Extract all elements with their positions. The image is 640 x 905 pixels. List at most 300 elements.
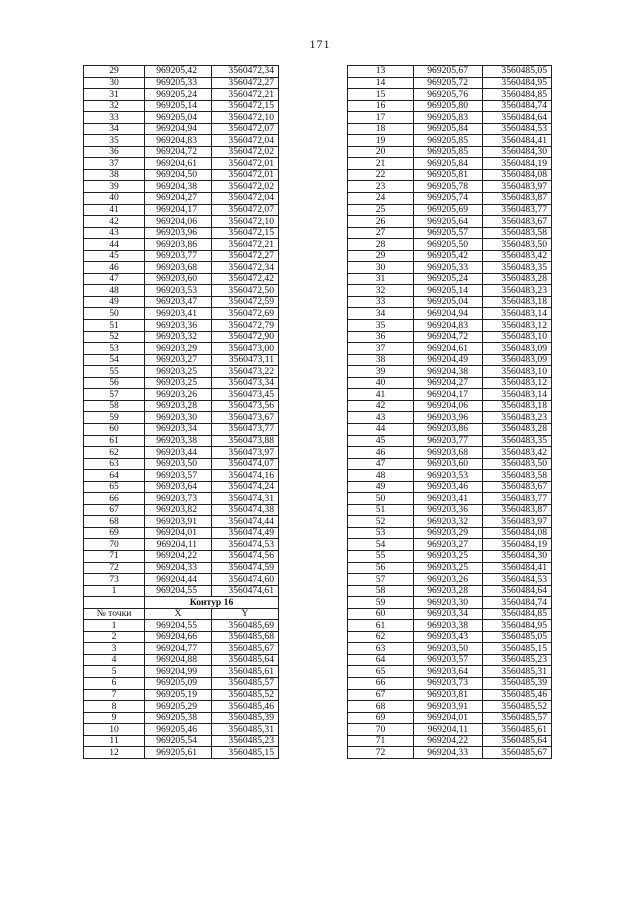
point-number: 15: [348, 89, 414, 101]
point-number: 66: [348, 677, 414, 689]
coord-x: 969205,64: [414, 216, 483, 228]
table-row: [84, 585, 279, 597]
coord-y: 3560484,74: [483, 100, 552, 112]
coord-y: 3560472,07: [212, 204, 279, 216]
point-number: 34: [84, 123, 145, 135]
coord-x: 969203,81: [414, 689, 483, 701]
point-number: 55: [84, 366, 145, 378]
coord-x: 969203,60: [145, 273, 212, 285]
table-row: [84, 77, 279, 89]
coord-x: 969203,26: [414, 574, 483, 586]
table-row: [84, 169, 279, 181]
coord-y: 3560485,15: [212, 747, 279, 759]
coord-y: 3560473,45: [212, 389, 279, 401]
coord-x: 969204,06: [414, 400, 483, 412]
coord-y: 3560484,08: [483, 527, 552, 539]
coord-x: 969203,25: [414, 562, 483, 574]
table-row: [84, 389, 279, 401]
coord-y: 3560483,42: [483, 447, 552, 459]
coord-y: 3560485,23: [483, 654, 552, 666]
point-number: 35: [348, 320, 414, 332]
coord-x: 969205,80: [414, 100, 483, 112]
coord-x: 969203,77: [414, 435, 483, 447]
coord-y: 3560483,09: [483, 354, 552, 366]
coord-y: 3560474,31: [212, 493, 279, 505]
table-row: [84, 423, 279, 435]
table-row: [84, 493, 279, 505]
point-number: 41: [348, 389, 414, 401]
coord-y: 3560472,10: [212, 112, 279, 124]
point-number: 28: [348, 239, 414, 251]
point-number: 7: [84, 689, 145, 701]
point-number: 42: [348, 400, 414, 412]
coord-x: 969204,44: [145, 574, 212, 586]
coord-y: 3560485,57: [212, 677, 279, 689]
coord-y: 3560483,35: [483, 435, 552, 447]
coord-y: 3560473,00: [212, 343, 279, 355]
coord-x: 969203,28: [145, 400, 212, 412]
coord-x: 969203,64: [414, 666, 483, 678]
coord-x: 969203,27: [414, 539, 483, 551]
coord-y: 3560483,50: [483, 239, 552, 251]
point-number: 30: [348, 262, 414, 274]
table-row: [348, 204, 552, 216]
coord-x: 969203,53: [145, 285, 212, 297]
coord-y: 3560485,61: [212, 666, 279, 678]
point-number: 57: [84, 389, 145, 401]
table-row: [348, 389, 552, 401]
coord-x: 969203,25: [145, 377, 212, 389]
table-row: [348, 216, 552, 228]
point-number: 45: [348, 435, 414, 447]
coord-y: 3560483,35: [483, 262, 552, 274]
table-row: [348, 481, 552, 493]
point-number: 47: [348, 458, 414, 470]
coord-y: 3560483,14: [483, 308, 552, 320]
table-row: [84, 735, 279, 747]
coord-y: 3560472,69: [212, 308, 279, 320]
coord-x: 969204,01: [414, 712, 483, 724]
point-number: 51: [84, 320, 145, 332]
coord-y: 3560485,23: [212, 735, 279, 747]
point-number: 58: [84, 400, 145, 412]
coord-x: 969203,36: [414, 504, 483, 516]
table-row: [348, 574, 552, 586]
table-row: [84, 262, 279, 274]
coord-x: 969204,38: [145, 181, 212, 193]
point-number: 46: [84, 262, 145, 274]
coord-y: 3560472,21: [212, 89, 279, 101]
coord-x: 969203,60: [414, 458, 483, 470]
coord-y: 3560483,10: [483, 366, 552, 378]
coord-x: 969203,34: [414, 608, 483, 620]
coord-x: 969205,14: [145, 100, 212, 112]
coord-y: 3560473,88: [212, 435, 279, 447]
coord-y: 3560472,27: [212, 77, 279, 89]
point-number: 51: [348, 504, 414, 516]
coord-y: 3560483,28: [483, 423, 552, 435]
point-number: 50: [348, 493, 414, 505]
point-number: 29: [84, 66, 145, 78]
point-number: 66: [84, 493, 145, 505]
table-row: [84, 89, 279, 101]
table-row: [84, 135, 279, 147]
coord-y: 3560485,15: [483, 643, 552, 655]
table-row: [84, 654, 279, 666]
coord-x: 969203,68: [145, 262, 212, 274]
table-row: [348, 366, 552, 378]
coord-x: 969205,69: [414, 204, 483, 216]
coord-y: 3560483,23: [483, 412, 552, 424]
coord-x: 969203,43: [414, 631, 483, 643]
coord-y: 3560485,31: [212, 724, 279, 736]
table-row: [84, 643, 279, 655]
table-row: [84, 435, 279, 447]
point-number: 47: [84, 273, 145, 285]
point-number: 40: [84, 193, 145, 205]
point-number: 38: [84, 169, 145, 181]
coord-x: 969203,26: [145, 389, 212, 401]
table-row: [348, 273, 552, 285]
coord-y: 3560484,19: [483, 158, 552, 170]
table-row: [348, 193, 552, 205]
coord-x: 969204,11: [145, 539, 212, 551]
coord-y: 3560473,67: [212, 412, 279, 424]
point-number: 8: [84, 701, 145, 713]
coord-x: 969203,38: [414, 620, 483, 632]
table-row: [348, 123, 552, 135]
table-row: [84, 273, 279, 285]
point-number: 35: [84, 135, 145, 147]
table-row: [84, 666, 279, 678]
point-number: 33: [84, 112, 145, 124]
point-number: 5: [84, 666, 145, 678]
coord-y: 3560484,64: [483, 585, 552, 597]
point-number: 72: [84, 562, 145, 574]
coord-x: 969205,81: [414, 169, 483, 181]
coord-x: 969204,17: [414, 389, 483, 401]
table-row: [348, 285, 552, 297]
coord-y: 3560485,31: [483, 666, 552, 678]
coord-x: 969205,85: [414, 135, 483, 147]
coord-x: 969203,44: [145, 447, 212, 459]
point-number: 44: [348, 423, 414, 435]
coord-y: 3560473,56: [212, 400, 279, 412]
table-row: [84, 504, 279, 516]
coord-y: 3560474,56: [212, 550, 279, 562]
table-row: [348, 516, 552, 528]
table-row: [84, 470, 279, 482]
coord-x: 969205,14: [414, 285, 483, 297]
point-number: 48: [348, 470, 414, 482]
coord-x: 969204,77: [145, 643, 212, 655]
coord-x: 969203,41: [414, 493, 483, 505]
section-title: Контур 16: [145, 597, 279, 609]
coord-x: 969204,66: [145, 631, 212, 643]
coord-x: 969203,32: [145, 331, 212, 343]
table-row: [84, 285, 279, 297]
table-row: [348, 343, 552, 355]
coord-x: 969203,28: [414, 585, 483, 597]
point-number: 58: [348, 585, 414, 597]
point-number: 16: [348, 100, 414, 112]
table-row: [348, 331, 552, 343]
coord-y: 3560485,69: [212, 620, 279, 632]
table-row: [348, 643, 552, 655]
point-number: 46: [348, 447, 414, 459]
coord-x: 969204,72: [145, 146, 212, 158]
point-number: 59: [84, 412, 145, 424]
coord-y: 3560474,60: [212, 574, 279, 586]
coord-y: 3560483,28: [483, 273, 552, 285]
point-number: 25: [348, 204, 414, 216]
point-number: 60: [348, 608, 414, 620]
coord-y: 3560472,21: [212, 239, 279, 251]
point-number: 17: [348, 112, 414, 124]
point-number: 31: [84, 89, 145, 101]
coord-x: 969204,33: [145, 562, 212, 574]
coord-x: 969203,91: [414, 701, 483, 713]
coord-y: 3560485,64: [483, 735, 552, 747]
coord-x: 969204,27: [414, 377, 483, 389]
coord-x: 969205,04: [145, 112, 212, 124]
table-row: [348, 654, 552, 666]
coord-y: 3560485,52: [212, 689, 279, 701]
coord-x: 969204,99: [145, 666, 212, 678]
table-row: [348, 620, 552, 632]
coord-x: 969204,50: [145, 169, 212, 181]
table-row: [348, 354, 552, 366]
table-row: [348, 412, 552, 424]
col-header-point: № точки: [84, 608, 145, 620]
coord-x: 969203,41: [145, 308, 212, 320]
point-number: 62: [348, 631, 414, 643]
coord-y: 3560484,19: [483, 539, 552, 551]
coord-y: 3560483,10: [483, 331, 552, 343]
table-row: [84, 724, 279, 736]
point-number: 32: [84, 100, 145, 112]
point-number: 44: [84, 239, 145, 251]
point-number: 39: [84, 181, 145, 193]
coord-x: 969203,86: [414, 423, 483, 435]
table-row: [348, 677, 552, 689]
coord-y: 3560485,61: [483, 724, 552, 736]
coord-x: 969203,25: [414, 550, 483, 562]
coord-y: 3560485,46: [483, 689, 552, 701]
point-number: 52: [84, 331, 145, 343]
table-row: [84, 320, 279, 332]
coord-x: 969203,30: [145, 412, 212, 424]
table-row: [348, 308, 552, 320]
point-number: 64: [348, 654, 414, 666]
coord-y: 3560484,53: [483, 123, 552, 135]
table-row: [84, 250, 279, 262]
point-number: 50: [84, 308, 145, 320]
coord-y: 3560485,52: [483, 701, 552, 713]
table-row: [348, 377, 552, 389]
col-header-x: X: [145, 608, 212, 620]
coord-x: 969205,33: [414, 262, 483, 274]
table-row: [348, 77, 552, 89]
point-number: 70: [348, 724, 414, 736]
table-row: [348, 550, 552, 562]
coord-y: 3560485,39: [212, 712, 279, 724]
coord-x: 969203,77: [145, 250, 212, 262]
coord-y: 3560474,59: [212, 562, 279, 574]
point-number: 62: [84, 447, 145, 459]
coord-x: 969203,50: [145, 458, 212, 470]
table-row: [348, 735, 552, 747]
table-row: [348, 712, 552, 724]
point-number: 32: [348, 285, 414, 297]
point-number: 69: [348, 712, 414, 724]
table-row: [348, 689, 552, 701]
table-row: [84, 158, 279, 170]
coord-x: 969203,57: [414, 654, 483, 666]
table-row: [84, 631, 279, 643]
table-row: [348, 747, 552, 759]
table-row: [84, 193, 279, 205]
coord-y: 3560484,30: [483, 146, 552, 158]
coord-x: 969203,34: [145, 423, 212, 435]
table-row: [84, 181, 279, 193]
coord-y: 3560484,85: [483, 89, 552, 101]
point-number: 4: [84, 654, 145, 666]
coord-x: 969205,67: [414, 66, 483, 78]
table-row: [348, 504, 552, 516]
point-number: 12: [84, 747, 145, 759]
coord-x: 969205,54: [145, 735, 212, 747]
table-row: [348, 100, 552, 112]
point-number: 41: [84, 204, 145, 216]
coord-x: 969205,24: [145, 89, 212, 101]
point-number: 1: [84, 585, 145, 597]
table-row: [84, 620, 279, 632]
coord-y: 3560484,53: [483, 574, 552, 586]
coord-x: 969203,96: [145, 227, 212, 239]
point-number: 43: [84, 227, 145, 239]
point-number: 73: [84, 574, 145, 586]
coord-y: 3560483,77: [483, 493, 552, 505]
coord-x: 969203,38: [145, 435, 212, 447]
table-row: [348, 227, 552, 239]
coord-y: 3560474,53: [212, 539, 279, 551]
point-number: 1: [84, 620, 145, 632]
table-row: [348, 400, 552, 412]
table-row: [84, 701, 279, 713]
coord-y: 3560483,12: [483, 320, 552, 332]
table-row: [348, 423, 552, 435]
coord-y: 3560485,68: [212, 631, 279, 643]
coord-x: 969203,29: [145, 343, 212, 355]
table-row: [84, 562, 279, 574]
table-row: [84, 481, 279, 493]
table-row: [348, 66, 552, 78]
table-row: [348, 112, 552, 124]
coord-y: 3560472,02: [212, 146, 279, 158]
coord-x: 969204,17: [145, 204, 212, 216]
table-row: [348, 666, 552, 678]
point-number: 31: [348, 273, 414, 285]
table-row: [84, 447, 279, 459]
col-header-y: Y: [212, 608, 279, 620]
coord-x: 969205,42: [145, 66, 212, 78]
coord-x: 969204,61: [145, 158, 212, 170]
point-number: 6: [84, 677, 145, 689]
table-row: [84, 204, 279, 216]
coord-x: 969204,55: [145, 620, 212, 632]
point-number: 54: [348, 539, 414, 551]
point-number: 10: [84, 724, 145, 736]
point-number: 70: [84, 539, 145, 551]
table-row: [84, 308, 279, 320]
coord-x: 969205,50: [414, 239, 483, 251]
table-row: [84, 539, 279, 551]
coord-y: 3560485,57: [483, 712, 552, 724]
point-number: 9: [84, 712, 145, 724]
coord-x: 969205,29: [145, 701, 212, 713]
coord-y: 3560472,01: [212, 169, 279, 181]
point-number: 2: [84, 631, 145, 643]
coord-x: 969203,29: [414, 527, 483, 539]
point-number: 71: [348, 735, 414, 747]
coord-x: 969204,61: [414, 343, 483, 355]
table-row: [348, 597, 552, 609]
coord-x: 969205,61: [145, 747, 212, 759]
coord-y: 3560483,77: [483, 204, 552, 216]
table-row: [348, 447, 552, 459]
table-row: [84, 112, 279, 124]
table-row: [84, 146, 279, 158]
coord-y: 3560472,42: [212, 273, 279, 285]
point-number: 56: [84, 377, 145, 389]
coord-x: 969203,47: [145, 296, 212, 308]
coord-x: 969203,27: [145, 354, 212, 366]
coord-x: 969205,57: [414, 227, 483, 239]
coord-y: 3560474,49: [212, 527, 279, 539]
coord-y: 3560484,41: [483, 562, 552, 574]
coord-y: 3560474,61: [212, 585, 279, 597]
point-number: 38: [348, 354, 414, 366]
table-row: [84, 712, 279, 724]
coord-x: 969204,22: [145, 550, 212, 562]
coord-y: 3560473,77: [212, 423, 279, 435]
table-row: [84, 354, 279, 366]
coord-y: 3560472,90: [212, 331, 279, 343]
table-row: [84, 550, 279, 562]
table-row: [348, 435, 552, 447]
point-number: 36: [348, 331, 414, 343]
table-row: [348, 262, 552, 274]
coord-y: 3560483,50: [483, 458, 552, 470]
point-number: 39: [348, 366, 414, 378]
coord-x: 969203,96: [414, 412, 483, 424]
coord-x: 969204,38: [414, 366, 483, 378]
coord-y: 3560474,44: [212, 516, 279, 528]
coord-y: 3560483,67: [483, 481, 552, 493]
point-number: 22: [348, 169, 414, 181]
coord-x: 969203,53: [414, 470, 483, 482]
point-number: 21: [348, 158, 414, 170]
coord-x: 969203,86: [145, 239, 212, 251]
point-number: 24: [348, 193, 414, 205]
coord-x: 969205,83: [414, 112, 483, 124]
table-row: [348, 158, 552, 170]
table-row: [348, 89, 552, 101]
point-number: 64: [84, 470, 145, 482]
table-row: [348, 585, 552, 597]
coord-y: 3560485,46: [212, 701, 279, 713]
